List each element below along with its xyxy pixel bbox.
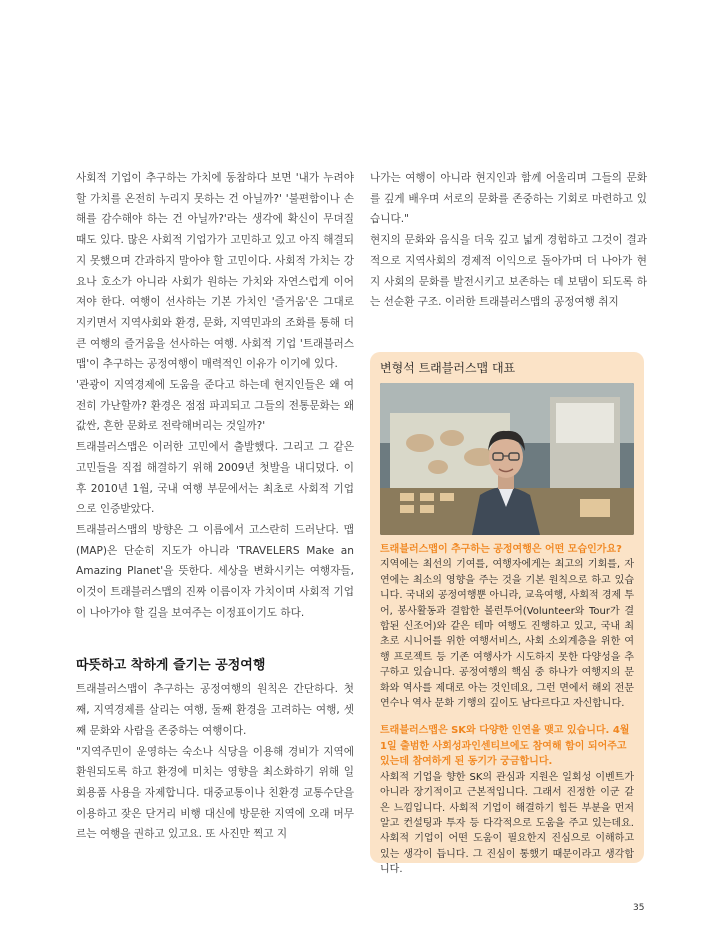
qa-block	[380, 542, 634, 711]
paragraph: 트래블러스맵은 이러한 고민에서 출발했다. 그리고 그 같은 고민들을 직접 해결하기 위해 2009년 첫발을 내디뎠다. 이후 2010년 1월, 국내 여행 부문에서는 최초로 사회적 기업으로 인증받았다.	[76, 441, 354, 516]
paragraph: 사회적 기업이 추구하는 가치에 동참하다 보면 '내가 누려야 할 가치를 온전히 누리지 못하는 건 아닐까?' '불편함이나 손해를 감수해야 하는 건 아닐까?'라는 생각에 확신이 무뎌질 때도 있다. 많은 사회적 기업가가 고민하고 있고 아직 해결되지 못했으며 간과하지 말아야 할 고민이다. 사회적 가치는 강요나 호소가 아니라 사회가 원하는 가치와 자연스럽게 이어져야 한다. 여행이 선사하는 기본 가치인 '즐거움'은 그대로 지키면서 지역사회와 환경, 문화, 지역민과의 조화를 통해 더 큰 여행의 즐거움을 선사하는 여행. 사회적 기업 '트래블러스맵'이 추구하는 공정여행이 매력적인 이유가 이기에 있다.	[76, 172, 354, 371]
paragraph: "지역주민이 운영하는 숙소나 식당을 이용해 경비가 지역에 환원되도록 하고 환경에 미치는 영향을 최소화하기 위해 일회용품 사용을 자제합니다. 대중교통이나 친환경 교통수단을 이용하고 잦은 단거리 비행 대신에 방문한 지역에 오래 머무르는 여행을 권하고 있고요. 또 사진만 찍고 지	[76, 745, 354, 841]
interview-sidebar	[370, 352, 644, 876]
portrait-illustration	[380, 383, 634, 535]
section-heading: 따뜻하고 착하게 즐기는 공정여행	[76, 658, 266, 674]
paragraph: 나가는 여행이 아니라 현지인과 함께 어울리며 그들의 문화를 깊게 배우며 서로의 문화를 존중하는 기회로 마련하고 있습니다."	[370, 172, 647, 226]
section-body-text	[76, 679, 354, 845]
right-body-text	[370, 168, 647, 313]
sidebar-title: 변형석 트래블러스맵 대표	[380, 361, 516, 375]
page-number: 35	[633, 903, 645, 913]
right-column	[370, 168, 647, 313]
paragraph: 트래블러스맵이 추구하는 공정여행의 원칙은 간단하다. 첫째, 지역경제를 살리는 여행, 둘째 환경을 고려하는 여행, 셋째 문화와 사람을 존중하는 여행이다.	[76, 683, 354, 737]
left-body-text	[76, 168, 354, 623]
paragraph: '관광이 지역경제에 도움을 준다고 하는데 현지인들은 왜 여전히 가난할까? 환경은 점점 파괴되고 그들의 전통문화는 왜 값싼, 흔한 문화로 전락해버리는 것일까?'	[76, 379, 354, 433]
qa-block	[380, 723, 634, 877]
question: 트래블러스맵이 추구하는 공정여행은 어떤 모습인가요?	[380, 544, 622, 555]
question: 트래블러스맵은 SK와 다양한 인연을 맺고 있습니다. 4월 1일 출범한 사회성과인센티브에도 참여해 함이 되어주고 있는데 참여하게 된 동기가 궁금합니다.	[380, 725, 630, 768]
left-column	[76, 168, 354, 845]
portrait-photo	[380, 383, 634, 535]
paragraph: 트래블러스맵의 방향은 그 이름에서 고스란히 드러난다. 맵(MAP)은 단순히 지도가 아니라 'TRAVELERS Make an Amazing Planet'을 뜻한다. 세상을 변화시키는 여행자들, 이것이 트래블러스맵의 진짜 이름이자 가치이며 사회적 기업이 나아가야 할 길을 보여주는 이정표이기도 하다.	[76, 523, 354, 619]
answer: 지역에는 최선의 기여를, 여행자에게는 최고의 기회를, 자연에는 최소의 영향을 주는 것을 기본 원칙으로 하고 있습니다. 국내외 공정여행뿐 아니라, 교육여행, 사회적 경제 투어, 봉사활동과 결합한 볼런투어(Volunteer와 Tour가 결합된 신조어)와 같은 테마 여행도 진행하고 있고, 국내 최초로 시니어를 위한 여행서비스, 사회 소외계층을 위한 여행 프로젝트 등 기존 여행사가 시도하지 못한 다양성을 추구하고 있습니다. 공정여행의 핵심 중 하나가 여행지의 문화와 역사를 제대로 아는 것인데요, 그런 면에서 해외 전문 연수나 역사 문화 기행의 깊이도 남다르다고 자신합니다.	[380, 559, 634, 710]
paragraph: 현지의 문화와 음식을 더욱 깊고 넓게 경험하고 그것이 결과적으로 지역사회의 경제적 이익으로 돌아가며 더 나아가 현지 사회의 문화를 발전시키고 보존하는 데 보탬이 되도록 하는 선순환 구조. 이러한 트래블러스맵의 공정여행 취지	[370, 234, 647, 309]
answer: 사회적 기업을 향한 SK의 관심과 지원은 일회성 이벤트가 아니라 장기적이고 근본적입니다. 그래서 진정한 이군 같은 느낌입니다. 사회적 기업이 해결하기 힘든 부분을 먼저 알고 컨설팅과 투자 등 다각적으로 도움을 주고 있는데요. 사회적 기업이 어떤 도움이 필요한지 진심으로 이해하고 있는 생각이 듭니다. 그 진심이 통했기 때문이라고 생각합니다.	[380, 771, 634, 876]
